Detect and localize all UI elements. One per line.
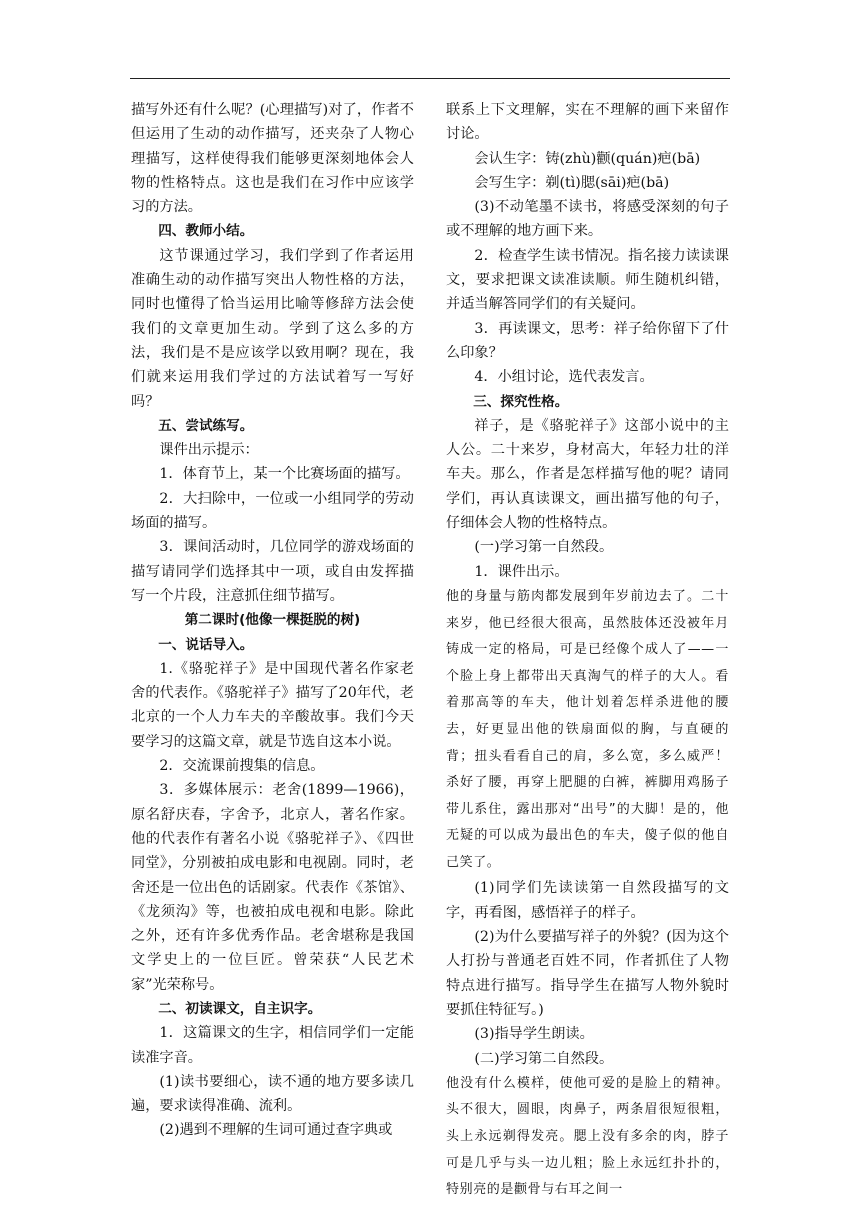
paragraph: (3)不动笔墨不读书，将感受深刻的句子或不理解的地方画下来。: [446, 199, 729, 240]
paragraph: 4．小组讨论，选代表发言。: [474, 369, 654, 386]
paragraph: (2)遇到不理解的生词可通过查字典或: [159, 1122, 393, 1139]
paragraph: 3．多媒体展示：老舍(1899—1966)，原名舒庆春，字舍予，北京人，著名作家。他的代表作有著名小说《骆驼祥子》、《四世同堂》，分别被拍成电影和电视剧。同时，老舍还是一位出色的话剧家。代表作《茶馆》、《龙须沟》等，也被拍成电视和电影。除此之外，还有许多优秀作品。老舍堪称是我国文学史上的一位巨匠。曾荣获“人民艺术家”光荣称号。: [131, 782, 414, 993]
paragraph: (2)为什么要描写祥子的外貌？(因为这个人打扮与普通老百姓不同，作者抓住了人物特点进行描写。指导学生在描写人物外貌时要抓住特征写。): [446, 929, 729, 1018]
right-column: [446, 98, 729, 1204]
paragraph: 描写外还有什么呢？(心理描写)对了，作者不但运用了生动的动作描写，还夹杂了人物心理描写，这样使得我们能够更深刻地体会人物的性格特点。这也是我们在习作中应该学习的方法。: [131, 102, 414, 216]
paragraph: 3．课间活动时，几位同学的游戏场面的描写请同学们选择其中一项，或自由发挥描写一个片段，注意抓住细节描写。: [131, 539, 414, 604]
paragraph: (1)读书要细心，读不通的地方要多读几遍，要求读得准确、流利。: [131, 1073, 414, 1115]
paragraph: (1)同学们先读读第一自然段描写的文字，再看图，感悟祥子的样子。: [446, 880, 729, 921]
paragraph: 祥子，是《骆驼祥子》这部小说中的主人公。二十来岁，身材高大，年轻力壮的洋车夫。那么，作者是怎样描写他的呢？请同学们，再认真读课文，画出描写他的句子，仔细体会人物的性格特点。: [446, 417, 729, 532]
paragraph: 2．检查学生读书情况。指名接力读读课文，要求把课文读准读顺。师生随机纠错，并适当解答同学们的有关疑问。: [446, 247, 729, 313]
paragraph: 1.《骆驼祥子》是中国现代著名作家老舍的代表作。《骆驼祥子》描写了20年代，老北京的一个人力车夫的辛酸故事。我们今天要学习的这篇文章，就是节选自这本小说。: [131, 660, 414, 750]
section-heading: 五、尝试练写。: [158, 417, 254, 434]
paragraph: 会写生字：剃(tì)腮(sāi)疤(bā): [474, 174, 670, 191]
paragraph: 1．这篇课文的生字，相信同学们一定能读准字音。: [131, 1025, 414, 1066]
paragraph: (一)学习第一自然段。: [474, 539, 614, 556]
excerpt-quote: 他没有什么模样，使他可爱的是脸上的精神。头不很大，圆眼，肉鼻子，两条眉很短很粗，头上永远剃得发亮。腮上没有多余的肉，脖子可是几乎与头一边儿粗；脸上永远红扑扑的，特别亮的是颧骨与右耳之间一: [446, 1075, 729, 1198]
paragraph: 1．体育节上，某一个比赛场面的描写。: [159, 466, 410, 483]
paragraph: 联系上下文理解，实在不理解的画下来留作讨论。: [446, 102, 729, 143]
paragraph: 这节课通过学习，我们学到了作者运用准确生动的动作描写突出人物性格的方法，同时也懂得了恰当运用比喻等修辞方法会使我们的文章更加生动。学到了这么多的方法，我们是不是应该学以致用啊？现在，我们就来运用我们学过的方法试着写一写好吗？: [131, 247, 414, 410]
paragraph: 1．课件出示。: [474, 563, 569, 580]
paragraph: 3．再读课文，思考：祥子给你留下了什么印象？: [446, 320, 729, 361]
section-heading: 二、初读课文，自主识字。: [158, 1000, 322, 1017]
paragraph: 2．交流课前搜集的信息。: [159, 758, 325, 775]
lesson-heading: 第二课时(他像一棵挺脱的树): [184, 612, 361, 629]
paragraph: 会认生字：铸(zhù)颧(quán)疤(bā): [474, 150, 701, 167]
paragraph: 课件出示提示：: [159, 442, 259, 459]
paragraph: 2．大扫除中，一位或一小组同学的劳动场面的描写。: [131, 490, 414, 532]
section-heading: 一、说话导入。: [158, 636, 254, 653]
paragraph: (二)学习第二自然段。: [474, 1050, 614, 1067]
header-rule: [130, 78, 730, 79]
excerpt-quote: 他的身量与筋肉都发展到年岁前边去了。二十来岁，他已经很大很高，虽然肢体还没被年月铸成一定的格局，可是已经像个成人了——一个脸上身上都带出天真淘气的样子的大人。看着那高等的车夫，他计划着怎样杀进他的腰去，好更显出他的铁扇面似的胸，与直硬的背；扭头看看自己的肩，多么宽，多么威严！杀好了腰，再穿上肥腿的白裤，裤脚用鸡肠子带儿系住，露出那对“出号”的大脚！是的，他无疑的可以成为最出色的车夫，傻子似的他自己笑了。: [446, 588, 729, 870]
left-column: [131, 98, 414, 1143]
paragraph: (3)指导学生朗读。: [474, 1026, 594, 1043]
section-heading: 三、探究性格。: [473, 393, 569, 410]
section-heading: 四、教师小结。: [158, 223, 254, 240]
